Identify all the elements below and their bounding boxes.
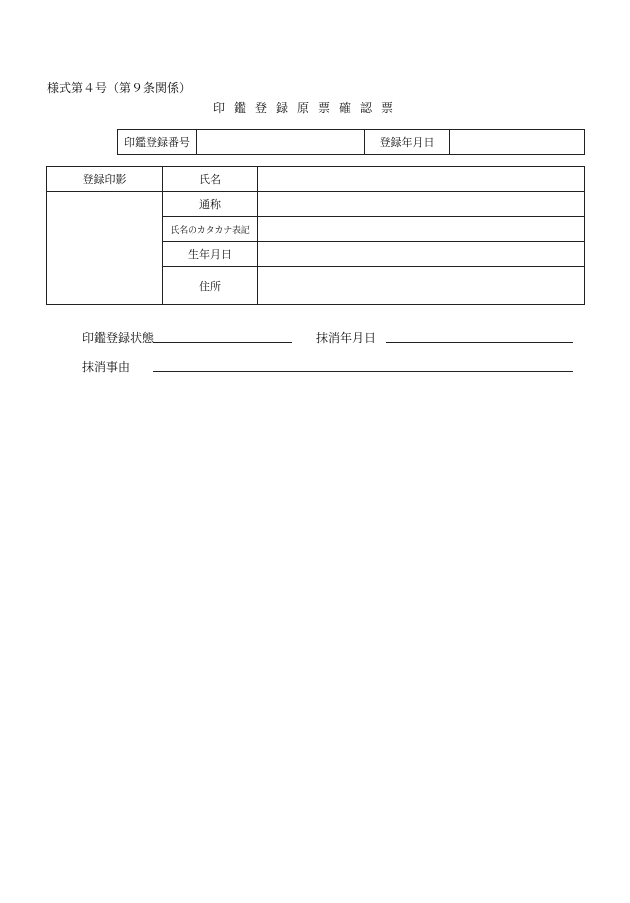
katakana-name-label: 氏名のカタカナ表記 [163, 217, 258, 242]
address-field[interactable] [258, 267, 585, 305]
cancel-date-label: 抹消年月日 [316, 331, 377, 345]
cancel-reason-line[interactable] [153, 371, 573, 372]
name-label: 氏名 [163, 167, 258, 192]
registrant-table [46, 166, 585, 305]
registration-date-field[interactable] [450, 130, 585, 155]
alias-label: 通称 [163, 192, 258, 217]
name-field[interactable] [258, 167, 585, 192]
seal-impression-area [47, 192, 163, 305]
birthdate-label: 生年月日 [163, 242, 258, 267]
registration-number-label: 印鑑登録番号 [118, 130, 197, 155]
seal-impression-label: 登録印影 [47, 167, 163, 192]
document-title: 印鑑登録原票確認票 [213, 101, 403, 115]
address-label: 住所 [163, 267, 258, 305]
cancel-date-line[interactable] [386, 342, 573, 343]
registration-info-table [117, 129, 585, 155]
registration-status-label: 印鑑登録状態 [82, 331, 155, 345]
katakana-name-field[interactable] [258, 217, 585, 242]
cancel-reason-label: 抹消事由 [82, 360, 131, 374]
form-number: 様式第４号（第９条関係） [47, 81, 192, 95]
registration-date-label: 登録年月日 [365, 130, 450, 155]
registration-number-field[interactable] [197, 130, 365, 155]
birthdate-field[interactable] [258, 242, 585, 267]
alias-field[interactable] [258, 192, 585, 217]
registration-status-line[interactable] [153, 342, 292, 343]
